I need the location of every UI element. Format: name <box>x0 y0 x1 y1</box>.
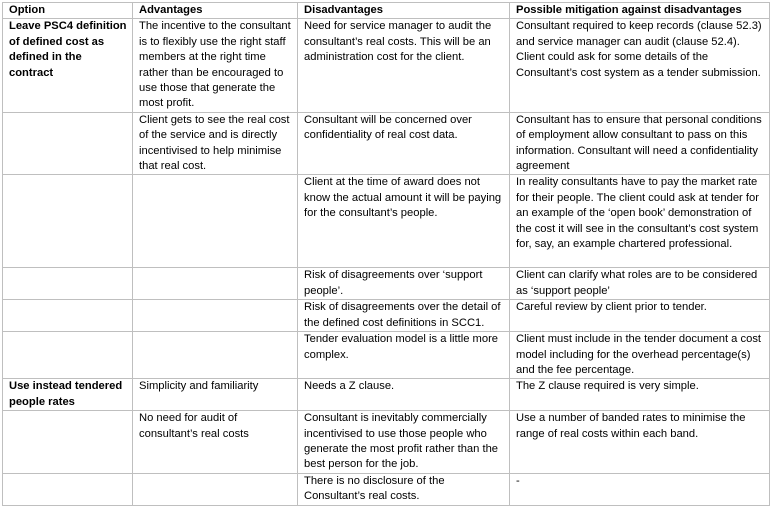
header-disadvantages: Disadvantages <box>298 3 510 19</box>
disadvantage-cell: Risk of disagreements over the detail of the defined cost definitions in SCC1. <box>298 300 510 332</box>
mitigation-cell: The Z clause required is very simple. <box>510 379 770 411</box>
table-row <box>3 268 770 300</box>
disadvantage-cell: Tender evaluation model is a little more complex. <box>298 332 510 379</box>
mitigation-cell: Consultant required to keep records (clause 52.3) and service manager can audit (clause 52.4). Client could ask for some details of the Consultant’s cost system as a tender submission. <box>510 19 770 112</box>
disadvantage-cell: Consultant is inevitably commercially incentivised to use those people who generate the most profit rather than the best person for the job. <box>298 411 510 474</box>
option-cell <box>3 112 133 175</box>
table-row <box>3 175 770 268</box>
table-row <box>3 300 770 332</box>
options-comparison-table <box>2 2 770 506</box>
advantage-cell <box>133 473 298 505</box>
mitigation-cell: Use a number of banded rates to minimise the range of real costs within each band. <box>510 411 770 474</box>
table-row <box>3 332 770 379</box>
table-row <box>3 411 770 474</box>
advantage-cell <box>133 175 298 268</box>
advantage-cell: Simplicity and familiarity <box>133 379 298 411</box>
disadvantage-cell: Need for service manager to audit the consultant’s real costs. This will be an administration cost for the client. <box>298 19 510 112</box>
table-row <box>3 112 770 175</box>
option-cell <box>3 300 133 332</box>
advantage-cell: The incentive to the consultant is to flexibly use the right staff members at the right time rather than be encouraged to use those that generate the most profit. <box>133 19 298 112</box>
mitigation-cell: - <box>510 473 770 505</box>
option-cell: Use instead tendered people rates <box>3 379 133 411</box>
disadvantage-cell: Needs a Z clause. <box>298 379 510 411</box>
header-mitigation: Possible mitigation against disadvantages <box>510 3 770 19</box>
option-cell <box>3 268 133 300</box>
advantage-cell: Client gets to see the real cost of the service and is directly incentivised to help minimise that real cost. <box>133 112 298 175</box>
mitigation-cell: Client must include in the tender document a cost model including for the overhead percentage(s) and the fee percentage. <box>510 332 770 379</box>
mitigation-cell: Consultant has to ensure that personal conditions of employment allow consultant to pass on this information. Consultant will need a confidentiality agreement <box>510 112 770 175</box>
option-cell <box>3 411 133 474</box>
table-row <box>3 379 770 411</box>
disadvantage-cell: Risk of disagreements over ‘support people’. <box>298 268 510 300</box>
header-row <box>3 3 770 19</box>
advantage-cell <box>133 332 298 379</box>
mitigation-cell: Careful review by client prior to tender. <box>510 300 770 332</box>
table-row <box>3 473 770 505</box>
mitigation-cell: Client can clarify what roles are to be considered as ‘support people’ <box>510 268 770 300</box>
header-advantages: Advantages <box>133 3 298 19</box>
disadvantage-cell: There is no disclosure of the Consultant’s real costs. <box>298 473 510 505</box>
disadvantage-cell: Client at the time of award does not know the actual amount it will be paying for the consultant’s people. <box>298 175 510 268</box>
advantage-cell <box>133 268 298 300</box>
mitigation-cell: In reality consultants have to pay the market rate for their people. The client could ask at tender for an example of the ‘open book’ demonstration of the cost it will see in the consultant’s cost system for, say, an example chartered professional. <box>510 175 770 268</box>
advantage-cell <box>133 300 298 332</box>
disadvantage-cell: Consultant will be concerned over confidentiality of real cost data. <box>298 112 510 175</box>
option-cell: Leave PSC4 definition of defined cost as defined in the contract <box>3 19 133 112</box>
advantage-cell: No need for audit of consultant’s real costs <box>133 411 298 474</box>
option-cell <box>3 175 133 268</box>
header-option: Option <box>3 3 133 19</box>
option-cell <box>3 332 133 379</box>
table-row <box>3 19 770 112</box>
option-cell <box>3 473 133 505</box>
